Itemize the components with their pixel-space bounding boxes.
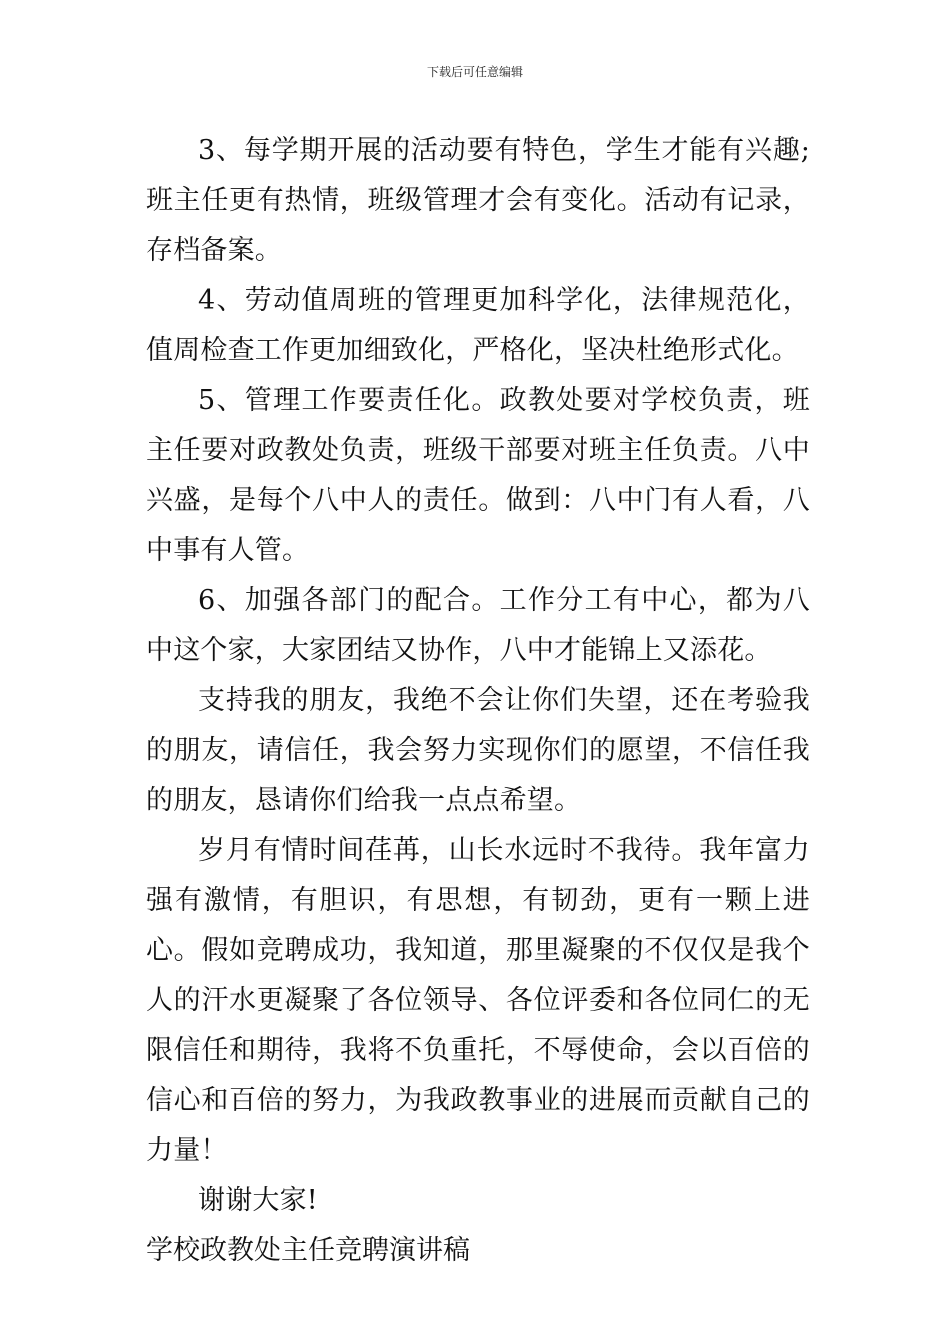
paragraph-item-3: 3、每学期开展的活动要有特色，学生才能有兴趣;班主任更有热情，班级管理才会有变化。活动有记录，存档备案。 — [146, 135, 810, 266]
paragraph-item-4: 4、劳动值周班的管理更加科学化，法律规范化，值周检查工作更加细致化，严格化，坚决杜绝形式化。 — [146, 285, 810, 366]
page-header: 下载后可任意编辑 — [426, 65, 523, 79]
document-body — [146, 126, 810, 1276]
paragraph-thanks: 谢谢大家! — [198, 1185, 318, 1216]
paragraph-closing: 岁月有情时间荏苒，山长水远时不我待。我年富力强有激情，有胆识，有思想，有韧劲，更有一颗上进心。假如竞聘成功，我知道，那里凝聚的不仅仅是我个人的汗水更凝聚了各位领导、各位评委和各位同仁的无限信任和期待，我将不负重托，不辱使命，会以百倍的信心和百倍的努力，为我政教事业的进展而贡献自己的力量！ — [146, 835, 810, 1166]
paragraph-item-6: 6、加强各部门的配合。工作分工有中心，都为八中这个家，大家团结又协作，八中才能锦上又添花。 — [146, 585, 810, 666]
paragraph-item-5: 5、管理工作要责任化。政教处要对学校负责，班主任要对政教处负责，班级干部要对班主任负责。八中兴盛，是每个八中人的责任。做到：八中门有人看，八中事有人管。 — [146, 385, 810, 566]
document-title: 学校政教处主任竞聘演讲稿 — [146, 1235, 470, 1266]
paragraph-support: 支持我的朋友，我绝不会让你们失望，还在考验我的朋友，请信任，我会努力实现你们的愿望，不信任我的朋友，恳请你们给我一点点希望。 — [146, 685, 810, 816]
